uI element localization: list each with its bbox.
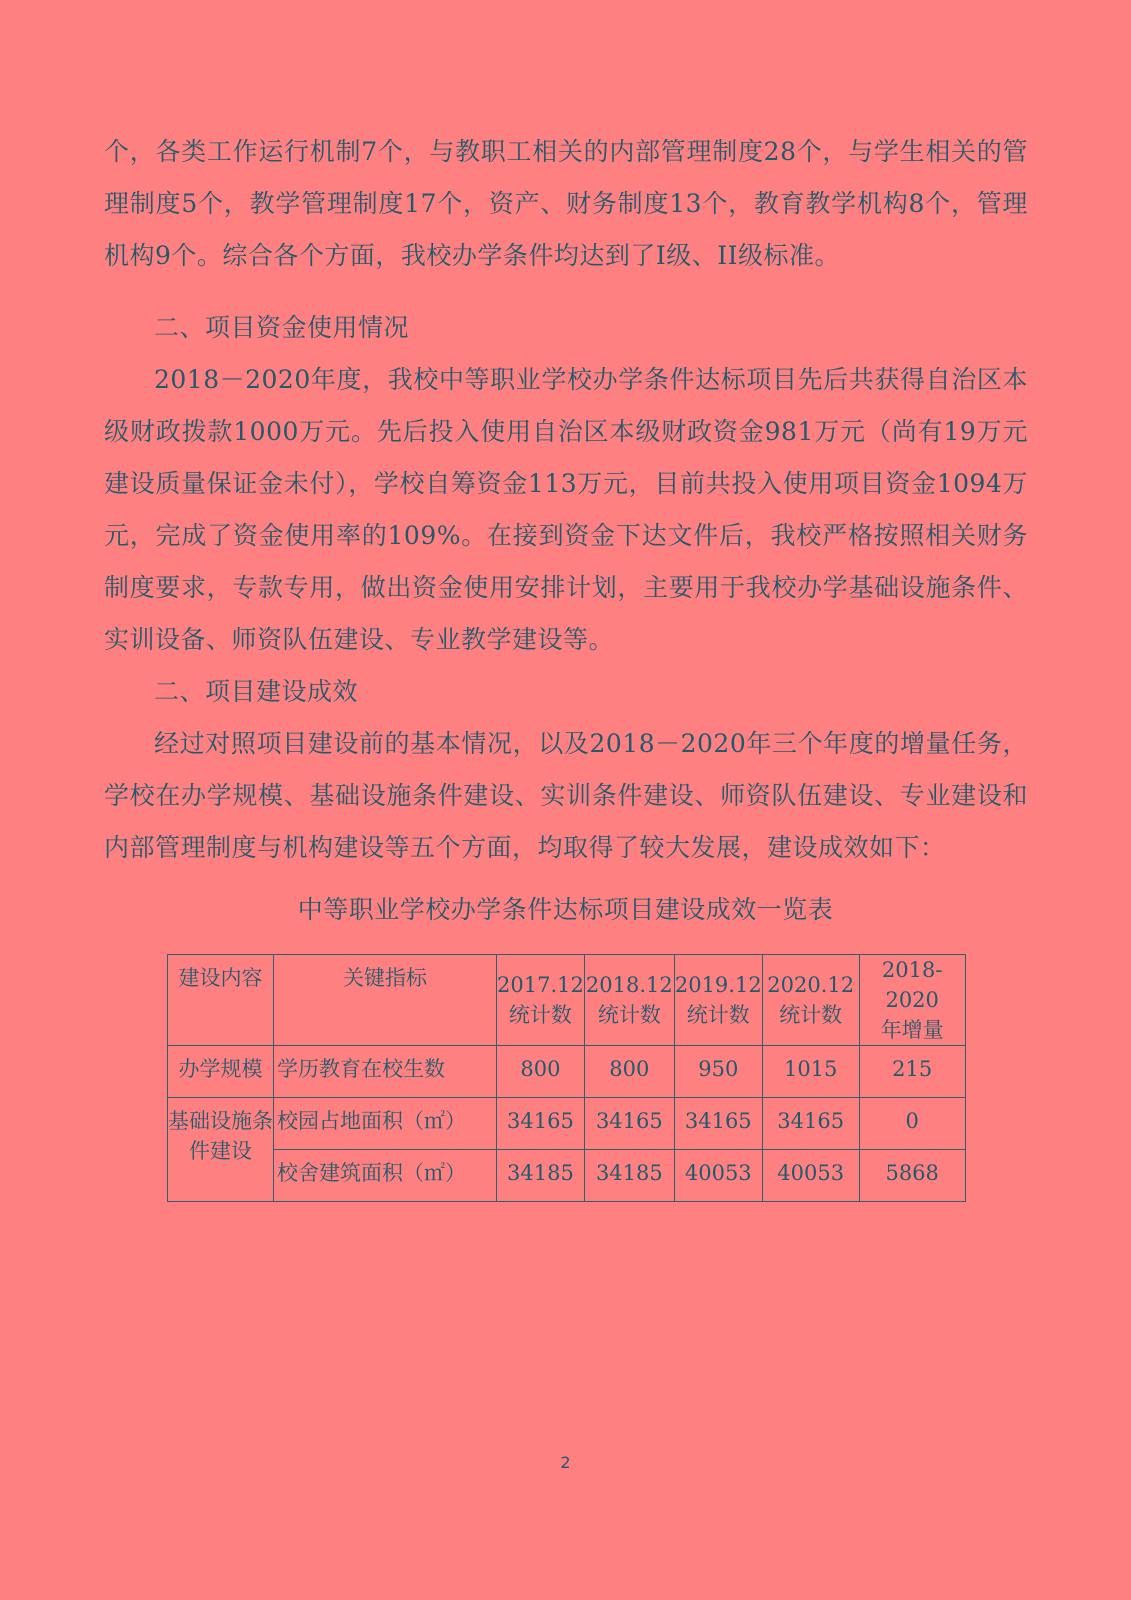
page-number: 2	[560, 1453, 571, 1472]
cell-2017: 34165	[497, 1098, 585, 1150]
cell-2019: 950	[674, 1046, 762, 1098]
table-header-row	[168, 955, 966, 1046]
table-title: 中等职业学校办学条件达标项目建设成效一览表	[297, 895, 834, 924]
row-group-scale: 办学规模	[168, 1046, 274, 1098]
cell-2019: 40053	[674, 1150, 762, 1202]
header-increase-range: 2018-2020	[881, 958, 943, 1012]
cell-2020: 34165	[762, 1098, 859, 1150]
cell-2018: 34185	[584, 1150, 674, 1202]
cell-increase: 0	[859, 1098, 965, 1150]
table-row	[168, 1098, 966, 1150]
cell-2020: 40053	[762, 1150, 859, 1202]
table-row	[168, 1150, 966, 1202]
header-2020-label: 统计数	[779, 1003, 843, 1027]
header-2019-label: 统计数	[686, 1003, 750, 1027]
header-increase-label: 年增量	[880, 1018, 944, 1042]
header-content: 建设内容	[168, 955, 274, 1046]
row-group-infrastructure: 基础设施条件建设	[168, 1098, 274, 1202]
cell-2018: 800	[584, 1046, 674, 1098]
header-2018-date: 2018.12	[585, 973, 673, 997]
row-index: 校舍建筑面积（㎡）	[274, 1150, 497, 1202]
header-2019	[674, 955, 762, 1046]
cell-increase: 215	[859, 1046, 965, 1098]
header-2020-date: 2020.12	[767, 973, 855, 997]
row-index: 学历教育在校生数	[274, 1046, 497, 1098]
section-heading-funds: 二、项目资金使用情况	[154, 313, 410, 342]
cell-increase: 5868	[859, 1150, 965, 1202]
cell-2017: 34185	[497, 1150, 585, 1202]
header-2020	[762, 955, 859, 1046]
header-2018-label: 统计数	[597, 1003, 661, 1027]
header-increase	[859, 955, 965, 1046]
paragraph-results: 经过对照项目建设前的基本情况，以及2018－2020年三个年度的增量任务，学校在办学规模、基础设施条件建设、实训条件建设、师资队伍建设、专业建设和内部管理制度与机构建设等五个方面，均取得了较大发展，建设成效如下：	[104, 729, 1028, 862]
paragraph-funds: 2018－2020年度，我校中等职业学校办学条件达标项目先后共获得自治区本级财政拨款1000万元。先后投入使用自治区本级财政资金981万元（尚有19万元建设质量保证金未付），学校自筹资金113万元，目前共投入使用项目资金1094万元，完成了资金使用率的109%。在接到资金下达文件后，我校严格按照相关财务制度要求，专款专用，做出资金使用安排计划，主要用于我校办学基础设施条件、实训设备、师资队伍建设、专业教学建设等。	[104, 365, 1028, 654]
cell-2018: 34165	[584, 1098, 674, 1150]
header-2017	[497, 955, 585, 1046]
table-row	[168, 1046, 966, 1098]
cell-2020: 1015	[762, 1046, 859, 1098]
header-index: 关键指标	[274, 955, 497, 1046]
section-heading-results: 二、项目建设成效	[154, 677, 359, 706]
header-2019-date: 2019.12	[674, 973, 762, 997]
header-2017-date: 2017.12	[497, 973, 584, 997]
cell-2019: 34165	[674, 1098, 762, 1150]
header-2017-label: 统计数	[508, 1003, 572, 1027]
results-table	[167, 954, 966, 1202]
cell-2017: 800	[497, 1046, 585, 1098]
header-2018	[584, 955, 674, 1046]
row-index: 校园占地面积（㎡）	[274, 1098, 497, 1150]
paragraph-1: 个，各类工作运行机制7个，与教职工相关的内部管理制度28个，与学生相关的管理制度5个，教学管理制度17个，资产、财务制度13个，教育教学机构8个，管理机构9个。综合各个方面，我校办学条件均达到了I级、II级标准。	[104, 137, 1028, 270]
